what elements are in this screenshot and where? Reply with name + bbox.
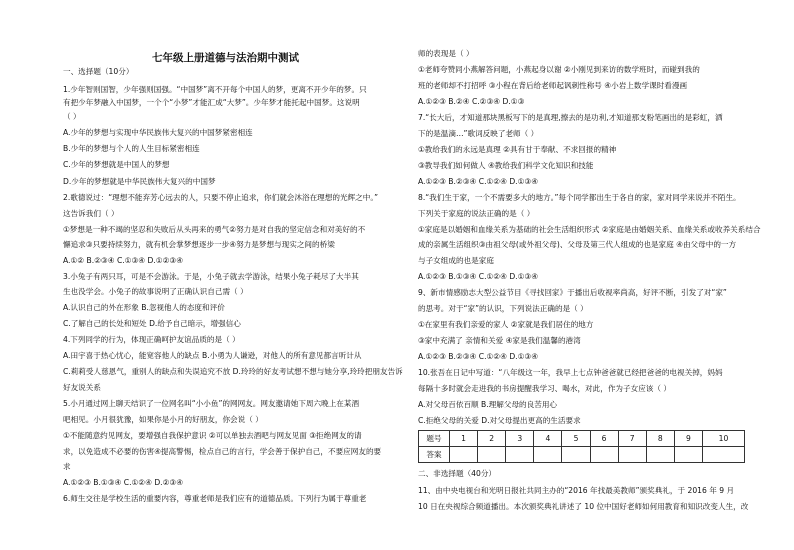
table-cell: 2 <box>478 431 506 447</box>
option-text: ①教给我们的永远是真理 ②具有甘于奉献、不求回报的精神 <box>418 145 617 154</box>
answer-options: A.①②③ B.②③④ C.①②④ D.①③④ <box>418 352 539 361</box>
table-cell: 4 <box>534 431 562 447</box>
table-cell: 7 <box>618 431 646 447</box>
section-heading: 二、非选择题（40分） <box>418 469 497 478</box>
answer-input-cell[interactable] <box>590 447 618 463</box>
question-text: 求，以免造成不必要的伤害④提高警惕，检点自己的言行，学会善于保护自己，不要应网友的要 <box>63 447 382 456</box>
question-text: 4.下列同学的行为，体现正确呵护友谊品质的是（ ） <box>63 335 240 344</box>
option-ab: A.对父母百依百顺 B.理解父母的良苦用心 <box>418 400 558 409</box>
table-cell: 9 <box>674 431 702 447</box>
question-text: 求 <box>63 462 71 471</box>
table-cell: 6 <box>590 431 618 447</box>
table-cell: 10 <box>702 431 744 447</box>
question-text: 9、新市情感励志大型公益节目《寻找回家》于播出后收视率尚高，好评不断，引发了对“家” <box>418 288 727 297</box>
question-text: 这告诉我们（ ） <box>63 209 119 218</box>
answer-input-cell[interactable] <box>562 447 590 463</box>
answer-input-cell[interactable] <box>618 447 646 463</box>
option-cd: C.莉莉受人慈恩气，重别人的缺点和失误追究不放 D.玲玲的好友考试想不想与她分享,玲玲把朋友告诉 <box>63 367 403 376</box>
answer-input-cell[interactable] <box>646 447 674 463</box>
option-text: ③家中充满了 亲情和关爱 ④家是我们温馨的港湾 <box>418 336 581 345</box>
answer-input-cell[interactable] <box>702 447 744 463</box>
answer-input-cell[interactable] <box>674 447 702 463</box>
option-cont: 好友说关系 <box>63 383 101 392</box>
answer-options: A.①②③ B.①③④ C.①②④ D.①③④ <box>418 272 539 281</box>
option-cd: C.了解自己的长处和短处 D.给予自己暗示，增强信心 <box>63 319 241 328</box>
question-text: 成的亲属生活组织③由祖父母(或外祖父母)、父母及第三代人组成的也是家庭 ④由父母中的一方 <box>418 240 737 249</box>
question-text: 下列关于家庭的说法正确的是（ ） <box>418 209 535 218</box>
question-text: 10 日在央视综合频道播出。本次颁奖典礼讲述了 10 位中国好老师如何用教育和知识改变人生，改 <box>418 502 749 511</box>
question-text: 的思考。对于“家”的认识，下列说法正确的是（ ） <box>418 304 588 313</box>
option-text: ①老师夸赞同小燕解答问题，小燕起身以谢 ②小刚见到来访的数学班时，而碰到我的 <box>418 65 700 74</box>
question-text: 有把少年梦融入中国梦，一个个“小梦”才能汇成“大梦”。少年梦才能托起中国梦。这说明 <box>63 98 360 107</box>
exam-title: 七年级上册道德与法治期中测试 <box>152 52 299 64</box>
answer-input-cell[interactable] <box>450 447 478 463</box>
question-text: 5.小月通过网上聊天结识了一位网名叫“小小鱼”的网网友。网友邀请她下周六晚上在某酒 <box>63 399 360 408</box>
table-cell: 3 <box>506 431 534 447</box>
answer-input-cell[interactable] <box>478 447 506 463</box>
question-text: ①家庭是以婚姻和血缘关系为基础的社会生活组织形式 ②家庭是由婚姻关系、血缘关系或收养关系结合 <box>418 225 761 234</box>
option-text: 班的老师却不打招呼 ③小程在背后给老师起讽刺性称号 ④小岩上数学课时看漫画 <box>418 81 688 90</box>
question-text: 师的表现是（ ） <box>418 49 474 58</box>
question-text: 10.张吾在日记中写道：“八年级这一年，我早上七点钟爸爸就已经把爸爸的电视关掉，妈妈 <box>418 368 723 377</box>
question-text: 下的是温滴…”歌词反映了老师（ ） <box>418 129 539 138</box>
question-text: 懈追求③只要持续努力，就有机会掌梦想逐步一步④努力是梦想与现实之间的桥梁 <box>63 240 335 249</box>
option-text: ③教导我们如何做人 ④教给我们科学文化知识和技能 <box>418 161 594 170</box>
option-text: ①在家里有我们亲爱的家人 ②家就是我们居住的地方 <box>418 320 594 329</box>
question-text: 吧相见。小月很犹豫，如果你是小月的好朋友，你会说（ ） <box>63 415 263 424</box>
answer-options: A.①②③ B.②④ C.②③④ D.①③ <box>418 97 525 106</box>
answer-input-cell[interactable] <box>506 447 534 463</box>
question-text: 每隔十多时就会走进我的书房提醒我学习、喝水，对此，作为子女应该（ ） <box>418 384 672 393</box>
question-text: 8.“我们生于家，一个不需要多大的地方。”每个同学都出生于各自的家，家对同学来说并不陌生。 <box>418 193 741 202</box>
question-text: 与子女组成的也是家庭 <box>418 256 494 265</box>
option-d: D.少年的梦想就是中华民族伟大复兴的中国梦 <box>63 177 216 186</box>
question-text: 11、由中央电视台和光明日报社共同主办的“2016 年找最美教师”颁奖典礼，于 2016 年 9 月 <box>418 486 735 495</box>
section-heading: 一、选择题（10分） <box>63 67 134 76</box>
option-c: C.少年的梦想就是中国人的梦想 <box>63 160 170 169</box>
question-text: ①梦想是一种不竭的坚忍和失败后从头再来的勇气②努力是对自我的坚定信念和对美好的不 <box>63 225 366 234</box>
table-cell: 1 <box>450 431 478 447</box>
option-a: A.少年的梦想与实现中华民族伟大复兴的中国梦紧密相连 <box>63 128 253 137</box>
answer-table <box>418 430 745 463</box>
table-row <box>419 431 745 447</box>
question-text: 3.小兔子有两只耳，可是不会游泳。于是，小兔子就去学游泳，结果小兔子耗尽了大半其 <box>63 272 359 281</box>
option-ab: A.田宇喜于热心忧心，能宽容他人的缺点 B.小勇为人谦逊，对他人的所有意见都言听计从 <box>63 351 362 360</box>
question-text: 7.“长大后，才知道那块黑板写下的是真理,擦去的是功利,才知道那支粉笔画出的是彩虹，洒 <box>418 113 723 122</box>
table-row <box>419 447 745 463</box>
answer-options: A.①② B.②③④ C.①③④ D.①②③④ <box>63 256 184 265</box>
table-cell: 8 <box>646 431 674 447</box>
question-text: 2.歌德说过：“理想不能弃芳心远去的人，只要不停止追求，你们就会沐浴在理想的光辉之中。” <box>63 193 379 202</box>
option-cd: C.拒绝父母的关爱 D.对父母提出更高的生活要求 <box>418 416 581 425</box>
table-cell: 5 <box>562 431 590 447</box>
question-text: 生也没学会。小兔子的故事说明了正确认识自己需（ ） <box>63 287 248 296</box>
option-ab: A.认识自己的外在形象 B.忽视他人的态度和评价 <box>63 303 225 312</box>
question-text: ①不能随意约见网友，要增强自我保护意识 ②可以单独去酒吧与网友见面 ③拒绝网友的请 <box>63 431 362 440</box>
question-text: 1.少年智则国智，少年强则国强。“中国梦”离不开每个中国人的梦，更离不开少年的梦。只 <box>63 85 367 94</box>
table-header-cell: 题号 <box>419 431 450 447</box>
answer-options: A.①②③ B.②③④ C.①②④ D.①③④ <box>418 177 539 186</box>
option-b: B.少年的梦想与个人的人生目标紧密相连 <box>63 144 200 153</box>
answer-blank: （ ） <box>63 112 81 121</box>
question-6: 6.师生交往是学校生活的重要内容，尊重老师是我们应有的道德品质。下列行为属于尊重老 <box>63 494 367 503</box>
answer-options: A.①②③ B.①③④ C.①②④ D.②③④ <box>63 478 184 487</box>
answer-input-cell[interactable] <box>534 447 562 463</box>
table-header-cell: 答案 <box>419 447 450 463</box>
